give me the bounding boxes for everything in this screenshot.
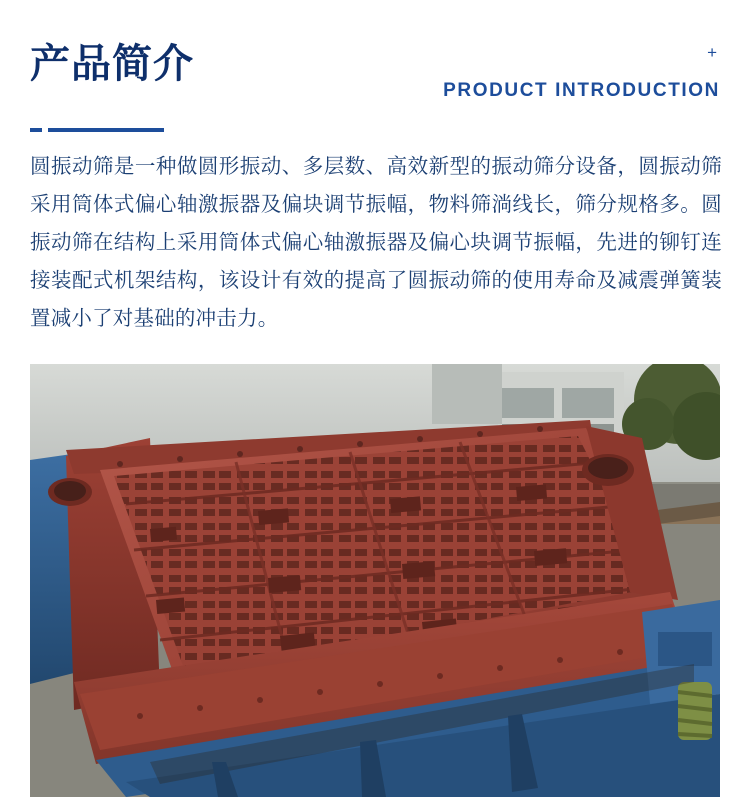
divider-dash xyxy=(30,128,42,132)
page-title-english: PRODUCT INTRODUCTION xyxy=(443,80,720,101)
title-divider xyxy=(30,128,164,132)
section-header xyxy=(0,0,750,110)
plus-icon: + xyxy=(707,43,717,62)
divider-line xyxy=(48,128,164,132)
product-photo xyxy=(30,364,720,797)
page-title: 产品简介 xyxy=(30,42,194,86)
introduction-paragraph: 圆振动筛是一种做圆形振动、多层数、高效新型的振动筛分设备，圆振动筛采用筒体式偏心轴激振器及偏块调节振幅，物料筛淌线长，筛分规格多。圆振动筛在结构上采用筒体式偏心轴激振器及偏心块调节振幅，先进的铆钉连接装配式机架结构，该设计有效的提高了圆振动筛的使用寿命及减震弹簧装置减小了对基础的冲击力。 xyxy=(30,155,722,330)
